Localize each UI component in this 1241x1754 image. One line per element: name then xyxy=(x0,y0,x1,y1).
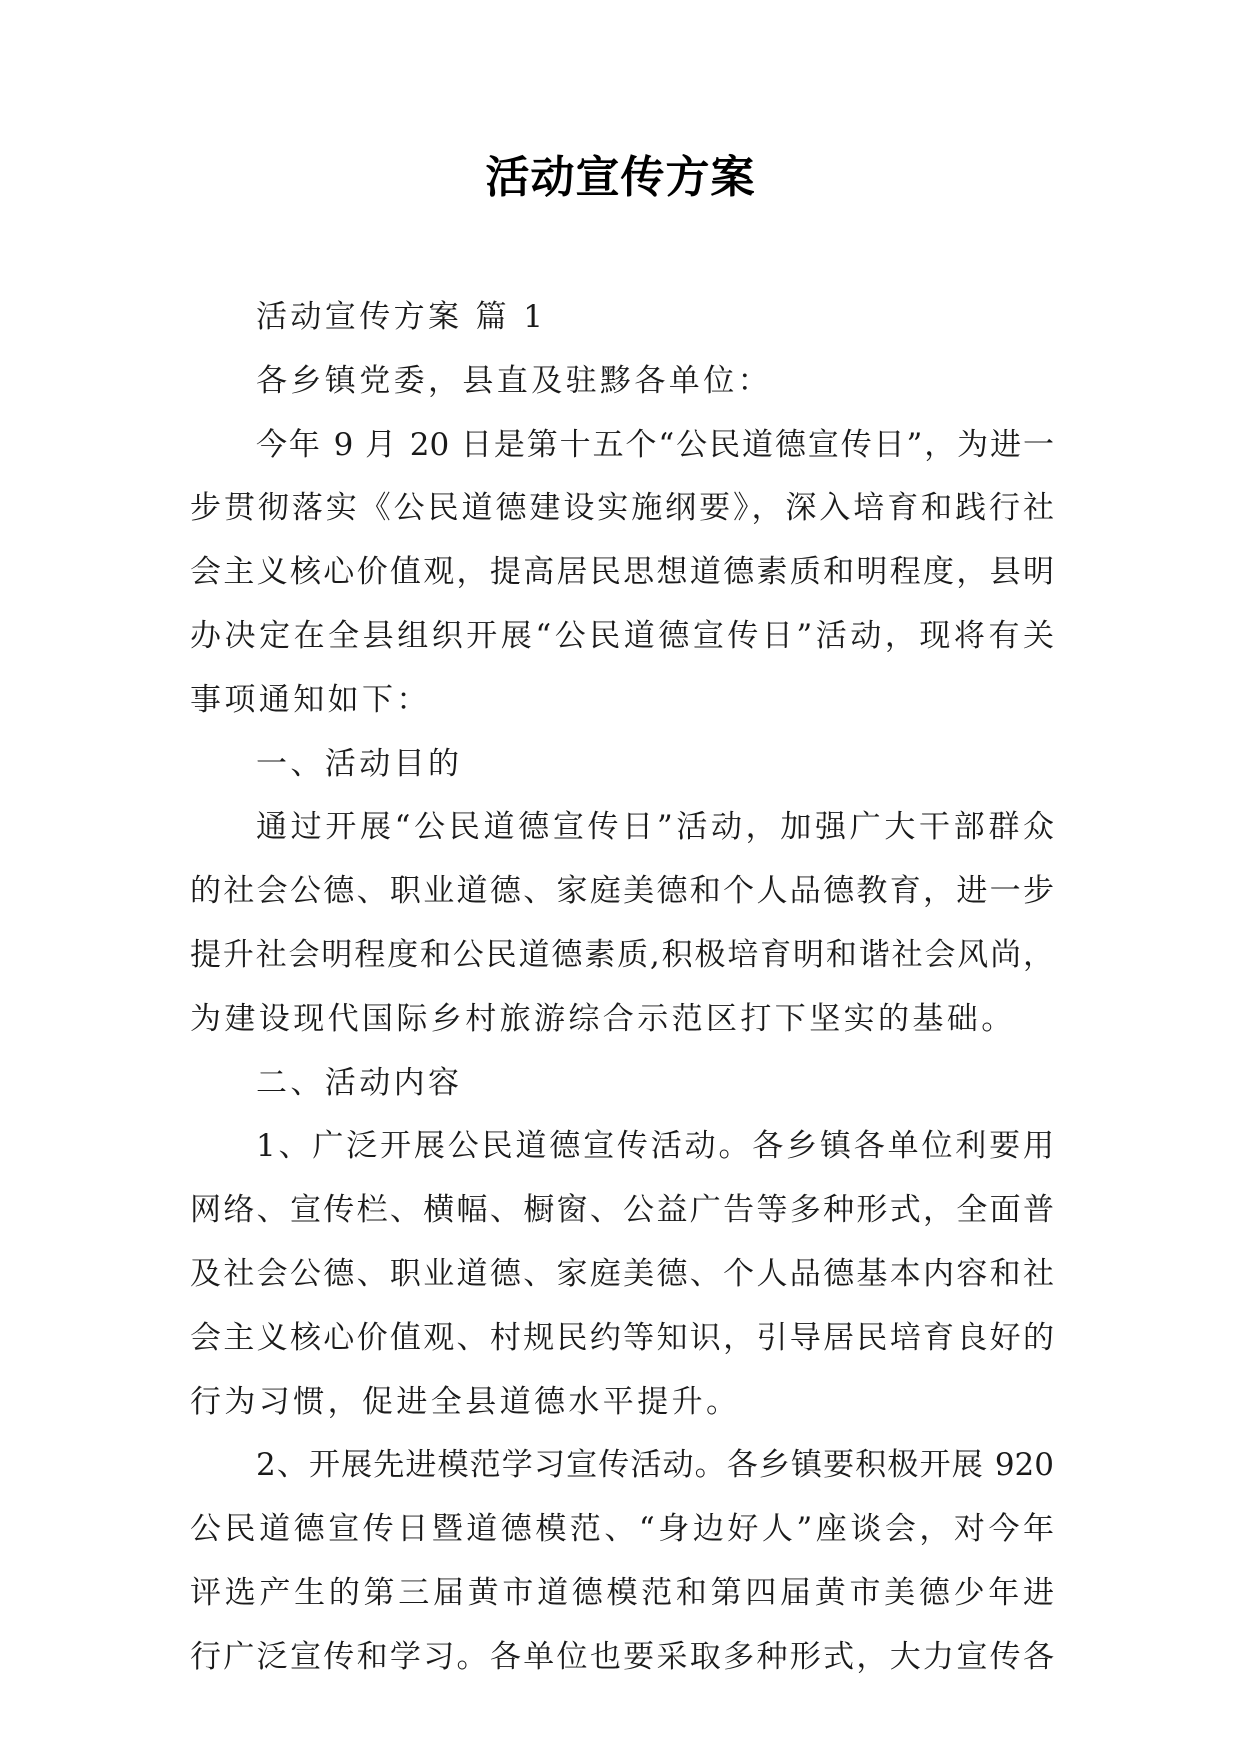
paragraph-line: 网络、宣传栏、横幅、橱窗、公益广告等多种形式，全面普 xyxy=(190,1192,1054,1229)
paragraph-line: 及社会公德、职业道德、家庭美德、个人品德基本内容和社 xyxy=(190,1255,1054,1292)
paragraph-line: 评选产生的第三届黄市道德模范和第四届黄市美德少年进 xyxy=(190,1574,1054,1611)
document-title: 活动宣传方案 xyxy=(485,152,756,203)
paragraph-line: 行广泛宣传和学习。各单位也要采取多种形式，大力宣传各 xyxy=(190,1638,1054,1675)
section-heading: 一、活动目的 xyxy=(256,745,463,782)
paragraph-line: 的社会公德、职业道德、家庭美德和个人品德教育，进一步 xyxy=(190,873,1054,910)
paragraph-line: 行为习惯，促进全县道德水平提升。 xyxy=(190,1383,741,1420)
paragraph-line: 会主义核心价值观、村规民约等知识，引导居民培育良好的 xyxy=(190,1319,1054,1356)
section-heading: 活动宣传方案 篇 1 xyxy=(256,299,547,335)
paragraph-line: 今年 9 月 20 日是第十五个“公民道德宣传日”，为进一 xyxy=(256,426,1054,463)
section-heading: 二、活动内容 xyxy=(256,1064,463,1101)
document-body xyxy=(190,286,1054,1690)
paragraph-line: 提升社会明程度和公民道德素质,积极培育明和谐社会风尚， xyxy=(190,936,1054,973)
paragraph-line: 事项通知如下： xyxy=(190,681,431,718)
paragraph-line: 办决定在全县组织开展“公民道德宣传日”活动，现将有关 xyxy=(190,617,1054,654)
paragraph-line: 为建设现代国际乡村旅游综合示范区打下坚实的基础。 xyxy=(190,1000,1016,1037)
paragraph-line: 2、开展先进模范学习宣传活动。各乡镇要积极开展 920 xyxy=(256,1447,1054,1484)
salutation: 各乡镇党委，县直及驻黟各单位： xyxy=(256,362,772,399)
paragraph-line: 会主义核心价值观，提高居民思想道德素质和明程度，县明 xyxy=(190,554,1054,591)
paragraph-line: 公民道德宣传日暨道德模范、“身边好人”座谈会，对今年 xyxy=(190,1511,1054,1548)
paragraph-line: 1、广泛开展公民道德宣传活动。各乡镇各单位利要用 xyxy=(256,1128,1054,1165)
paragraph-line: 通过开展“公民道德宣传日”活动，加强广大干部群众 xyxy=(256,809,1054,846)
paragraph-line: 步贯彻落实《公民道德建设实施纲要》，深入培育和践行社 xyxy=(190,490,1054,527)
